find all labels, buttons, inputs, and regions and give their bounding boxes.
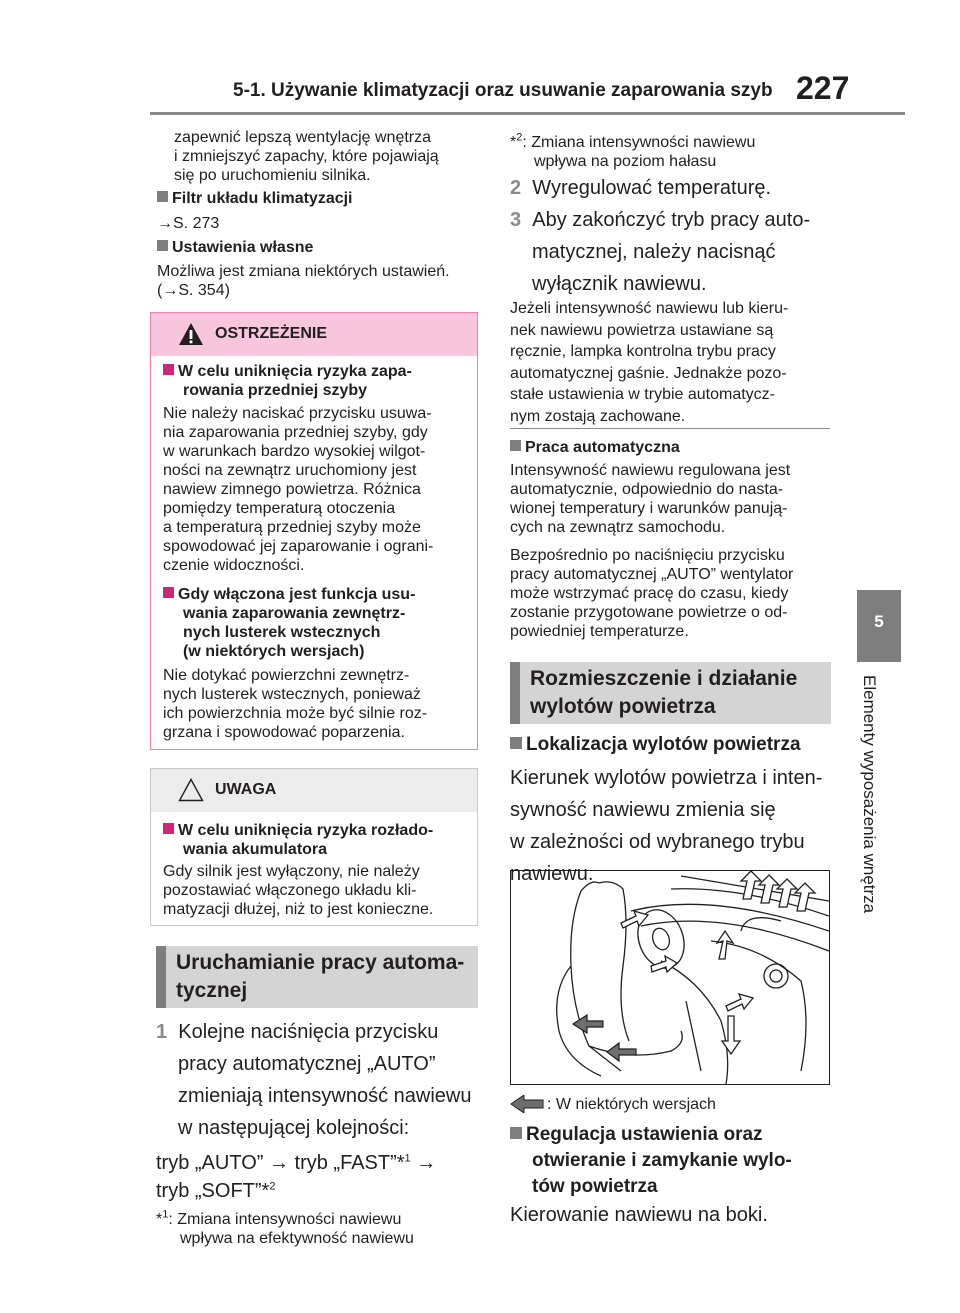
vents-illustration <box>510 870 830 1085</box>
chapter-number: 5 <box>874 612 884 631</box>
bullet-square-icon <box>510 737 522 749</box>
footnote-2: *$^2$: Zmiana intensywności nawiewu wpływa na poziom hałasu <box>510 131 756 170</box>
header-rule <box>150 112 905 115</box>
bullet-square-icon <box>510 1127 522 1139</box>
step-2-number: 2 <box>510 177 522 199</box>
vent-adjustment-text: Kierowanie nawiewu na boki. <box>510 1204 768 1226</box>
bullet-square-icon <box>510 440 521 451</box>
caution-triangle-icon <box>178 778 204 802</box>
warning-item1-text: Nie należy naciskać przycisku usuwa- nia zaparowania przedniej szyby, gdy w warunkach bardzo wysokiej wilgot- ności na zewnątrz uruchomiony jest nawiew zimnego powietrza. Różnica pomiędzy temperaturą otoczenia a temperaturą przedniej szyby może spowodować jej zaparowanie i ograni- czenie widoczności. <box>163 405 434 574</box>
dark-arrow-icon <box>510 1095 544 1113</box>
bullet-square-icon <box>163 823 174 834</box>
custom-settings-text: Możliwa jest zmiana niektórych ustawień. (→S. 354) <box>157 263 450 299</box>
bullet-square-icon <box>157 240 168 251</box>
bullet-square-icon <box>157 191 168 202</box>
notice-item-title: W celu uniknięcia ryzyka rozłado- wania akumulatora <box>163 821 493 859</box>
custom-settings-heading: Ustawienia własne <box>157 238 313 257</box>
filter-heading: Filtr układu klimatyzacji <box>157 189 353 208</box>
mode-sequence: tryb „AUTO” → tryb „FAST”*$^1$ → tryb „SOFT”*$^2$ <box>156 1152 437 1202</box>
warning-item2-title: Gdy włączona jest funkcja usu- wania zaparowania zewnętrz- nych lusterek wstecznych (w niektórych wersjach) <box>163 585 493 661</box>
car-interior-drawing <box>511 871 829 1084</box>
auto-operation-para-2: Bezpośrednio po naciśnięciu przycisku pracy automatycznej „AUTO” wentylator może wstrzymać pracę do czasu, kiedy zostanie przygotowane powietrze o od- powiedniej temperaturze. <box>510 547 794 640</box>
step-3: 3 Aby zakończyć tryb pracy auto- matycznej, należy nacisnąć wyłącznik nawiewu. <box>510 209 811 295</box>
vent-location-text: Kierunek wylotów powietrza i inten- sywność nawiewu zmienia się w zależności od wybranego trybu nawiewu. <box>510 767 823 885</box>
warning-item1-title: W celu uniknięcia ryzyka zapa- rowania przedniej szyby <box>163 362 493 400</box>
step-1-number: 1 <box>156 1021 168 1043</box>
bullet-square-icon <box>163 364 174 375</box>
vents-heading: Rozmieszczenie i działanie wylotów powietrza <box>510 662 831 724</box>
intro-text: zapewnić lepszą wentylację wnętrza i zmniejszyć zapachy, które pojawiają się po uruchomieniu silnika. <box>174 129 439 184</box>
notice-item-text: Gdy silnik jest wyłączony, nie należy pozostawiać włączonego układu kli- matyzacji dłużej, niż to jest konieczne. <box>163 863 434 918</box>
auto-operation-subheading: Praca automatyczna <box>510 438 680 457</box>
page-number: 227 <box>796 70 850 106</box>
warning-item2-text: Nie dotykać powierzchni zewnętrz- nych lusterek wstecznych, ponieważ ich powierzchnia może być silnie roz- grzana i spowodować poparzenia. <box>163 667 428 741</box>
warning-triangle-icon <box>178 322 204 346</box>
auto-operation-para-1: Intensywność nawiewu regulowana jest automatycznie, odpowiednio do nasta- wionej temperatury i warunków panują- cych na zewnątrz samochodu. <box>510 462 791 536</box>
step-3-number: 3 <box>510 209 522 231</box>
notice-label: UWAGA <box>215 781 277 798</box>
section-divider <box>510 428 830 429</box>
vent-location-subheading: Lokalizacja wylotów powietrza <box>510 729 801 761</box>
chapter-label: Elementy wyposażenia wnętrza <box>860 675 879 914</box>
auto-operation-heading: Uruchamianie pracy automa- tycznej <box>156 946 478 1008</box>
vent-adjustment-subheading: Regulacja ustawienia oraz otwieranie i zamykanie wylo- tów powietrza <box>510 1122 840 1200</box>
section-title: 5-1. Używanie klimatyzacji oraz usuwanie zaparowania szyb <box>233 80 773 101</box>
warning-header <box>151 313 477 356</box>
arrow-up-1 <box>741 871 761 899</box>
bullet-square-icon <box>163 587 174 598</box>
footnote-1: *$^1$: Zmiana intensywności nawiewu wpływa na efektywność nawiewu <box>156 1208 414 1247</box>
step-1: 1 Kolejne naciśnięcia przycisku pracy automatycznej „AUTO” zmieniają intensywność nawiewu w następującej kolejności: <box>156 1021 472 1139</box>
filter-reference: →S. 273 <box>157 215 220 232</box>
legend-text: : W niektórych wersjach <box>547 1096 716 1113</box>
notice-header <box>151 769 477 812</box>
warning-label: OSTRZEŻENIE <box>215 325 328 342</box>
manual-mode-note: Jeżeli intensywność nawiewu lub kieru- nek nawiewu powietrza ustawiane są ręcznie, lampka kontrolna trybu pracy automatycznej gaśnie. Jednakże pozo- stałe ustawienia w trybie automatycz- nym zostają zachowane. <box>510 300 789 425</box>
step-2: 2 Wyregulować temperaturę. <box>510 177 772 199</box>
